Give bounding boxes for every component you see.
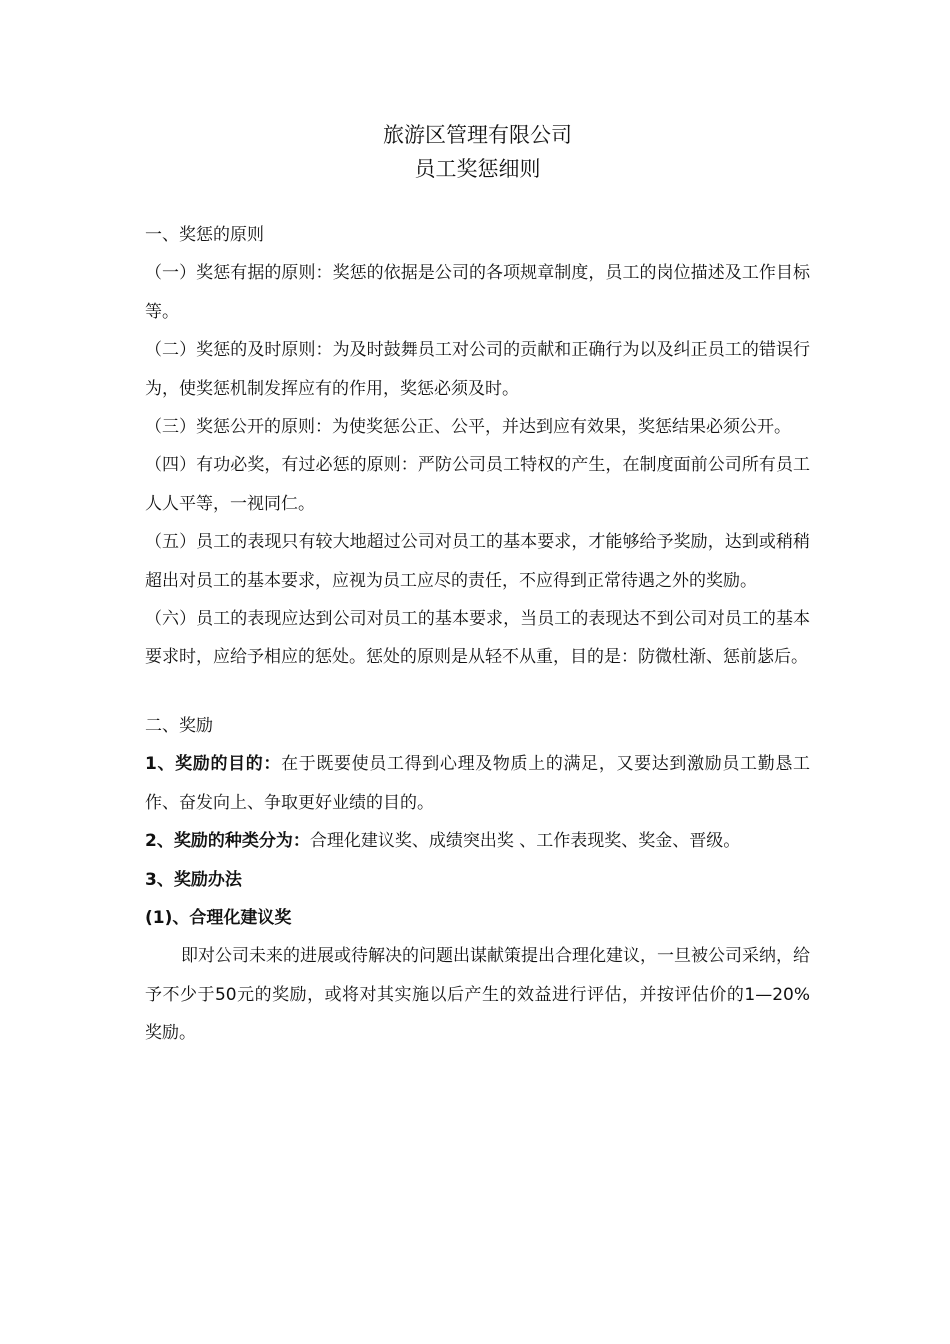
reasonable-suggestion-text: 即对公司未来的进展或待解决的问题出谋献策提出合理化建议，一旦被公司采纳，给予不少于50元的奖励，或将对其实施以后产生的效益进行评估，并按评估价的1—20%奖励。 <box>145 946 810 1044</box>
reward-types-text: 合理化建议奖、成绩突出奖 、工作表现奖、奖金、晋级。 <box>309 831 741 852</box>
document-page <box>145 118 810 1053</box>
document-title: 旅游区管理有限公司 <box>383 123 572 147</box>
section2-heading: 二、奖励 <box>145 715 213 736</box>
principle-4: （四）有功必奖，有过必惩的原则：严防公司员工特权的产生，在制度面前公司所有员工人人平等，一视同仁。 <box>145 455 810 514</box>
principle-1: （一）奖惩有据的原则：奖惩的依据是公司的各项规章制度，员工的岗位描述及工作目标等。 <box>145 263 810 322</box>
principle-3: （三）奖惩公开的原则：为使奖惩公正、公平，并达到应有效果，奖惩结果必须公开。 <box>145 417 791 438</box>
section-gap <box>145 677 810 707</box>
reward-purpose-label: 1、奖励的目的： <box>145 754 282 775</box>
section1-heading: 一、奖惩的原则 <box>145 225 264 245</box>
principle-2: （二）奖惩的及时原则：为及时鼓舞员工对公司的贡献和正确行为以及纠正员工的错误行为，使奖惩机制发挥应有的作用，奖惩必须及时。 <box>145 340 810 399</box>
reward-purpose <box>145 745 810 822</box>
reward-method-heading: 3、奖励办法 <box>145 869 242 890</box>
reward-purpose-text: 在于既要使员工得到心理及物质上的满足，又要达到激励员工勤恳工作、奋发向上、争取更好业绩的目的。 <box>145 754 810 813</box>
reward-types <box>145 822 810 860</box>
reward-types-label: 2、奖励的种类分为： <box>145 831 310 852</box>
document-subtitle: 员工奖惩细则 <box>414 157 541 181</box>
principle-5: （五）员工的表现只有较大地超过公司对员工的基本要求，才能够给予奖励，达到或稍稍超出对员工的基本要求，应视为员工应尽的责任，不应得到正常待遇之外的奖励。 <box>145 532 810 591</box>
reasonable-suggestion-heading: (1)、合理化建议奖 <box>145 907 292 928</box>
principle-6: （六）员工的表现应达到公司对员工的基本要求，当员工的表现达不到公司对员工的基本要求时，应给予相应的惩处。惩处的原则是从轻不从重，目的是：防微杜渐、惩前毖后。 <box>145 609 810 668</box>
